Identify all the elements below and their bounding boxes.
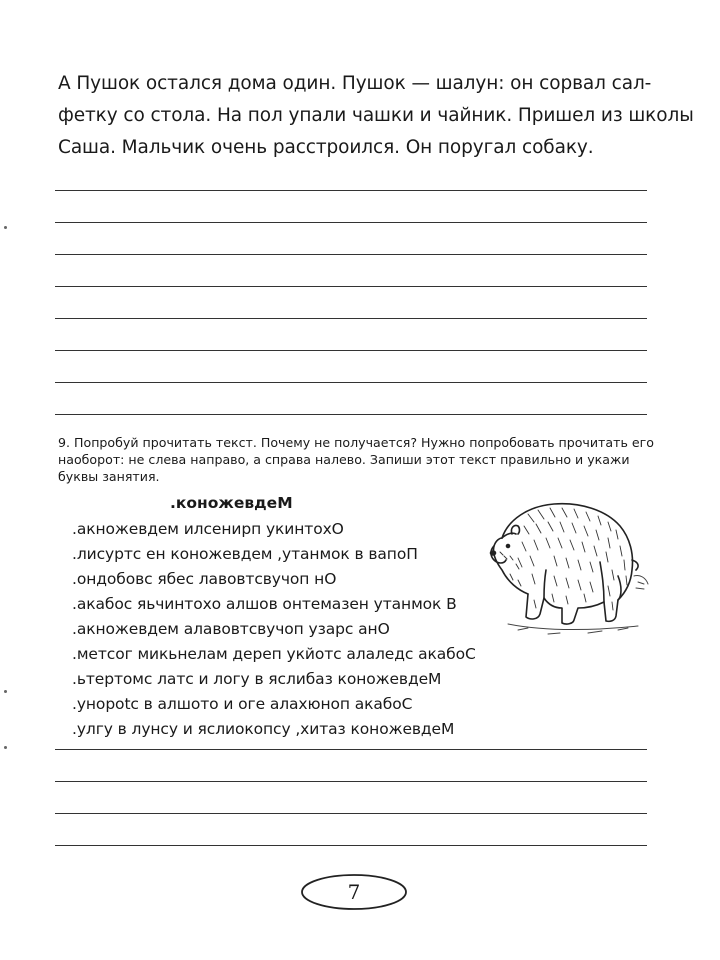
task-line: наоборот: не слева направо, а справа налево. Запиши этот текст правильно и укажи — [58, 452, 630, 467]
margin-mark — [4, 746, 7, 749]
task-line: 9. Попробуй прочитать текст. Почему не получается? Нужно попробовать прочитать его — [58, 435, 654, 450]
page-number-badge — [299, 872, 409, 912]
reversed-line: .акножевдем алавовтсвучоп узарс анО — [72, 620, 390, 638]
story-paragraph — [58, 68, 694, 164]
writing-line[interactable] — [55, 350, 647, 351]
writing-line[interactable] — [55, 414, 647, 415]
story-line: Саша. Мальчик очень расстроился. Он поругал собаку. — [58, 137, 594, 158]
reversed-line: .лисуртс ен коножевдем ,утанмок в вапоП — [72, 545, 418, 563]
bear-icon — [488, 490, 653, 640]
reversed-title: .коножевдеМ — [170, 494, 293, 512]
reversed-text — [72, 517, 476, 742]
reversed-line: .улгу в лунсу и яслиокопсу ,хитаз коножевдеМ — [72, 720, 455, 738]
task-line: буквы занятия. — [58, 469, 160, 484]
reversed-line: .унороtс в алшото и оге алахюноп акабоС — [72, 695, 413, 713]
story-line: фетку со стола. На пол упали чашки и чайник. Пришел из школы — [58, 105, 694, 126]
story-line: А Пушок остался дома один. Пушок — шалун: он сорвал сал- — [58, 73, 652, 94]
reversed-line: .ьтертомс латс и логу в яслибаз коножевдеМ — [72, 670, 442, 688]
writing-line[interactable] — [55, 382, 647, 383]
task-instructions — [58, 434, 658, 485]
writing-line[interactable] — [55, 190, 647, 191]
writing-line[interactable] — [55, 222, 647, 223]
reversed-line: .акабос яьчинтохо алшов онтемазен утанмок В — [72, 595, 457, 613]
page-number: 7 — [347, 880, 361, 904]
reversed-line: .ондобовс ябес лавовтсвучоп нО — [72, 570, 337, 588]
margin-mark — [4, 226, 7, 229]
writing-line[interactable] — [55, 254, 647, 255]
reversed-line: .акножевдем илсенирп укинтохО — [72, 520, 344, 538]
writing-line[interactable] — [55, 286, 647, 287]
margin-mark — [4, 690, 7, 693]
reversed-line: .метсог микьнелам дереп укйотс алаледс акабоС — [72, 645, 476, 663]
writing-line[interactable] — [55, 318, 647, 319]
writing-line[interactable] — [55, 813, 647, 814]
writing-line[interactable] — [55, 749, 647, 750]
writing-line[interactable] — [55, 781, 647, 782]
writing-line[interactable] — [55, 845, 647, 846]
